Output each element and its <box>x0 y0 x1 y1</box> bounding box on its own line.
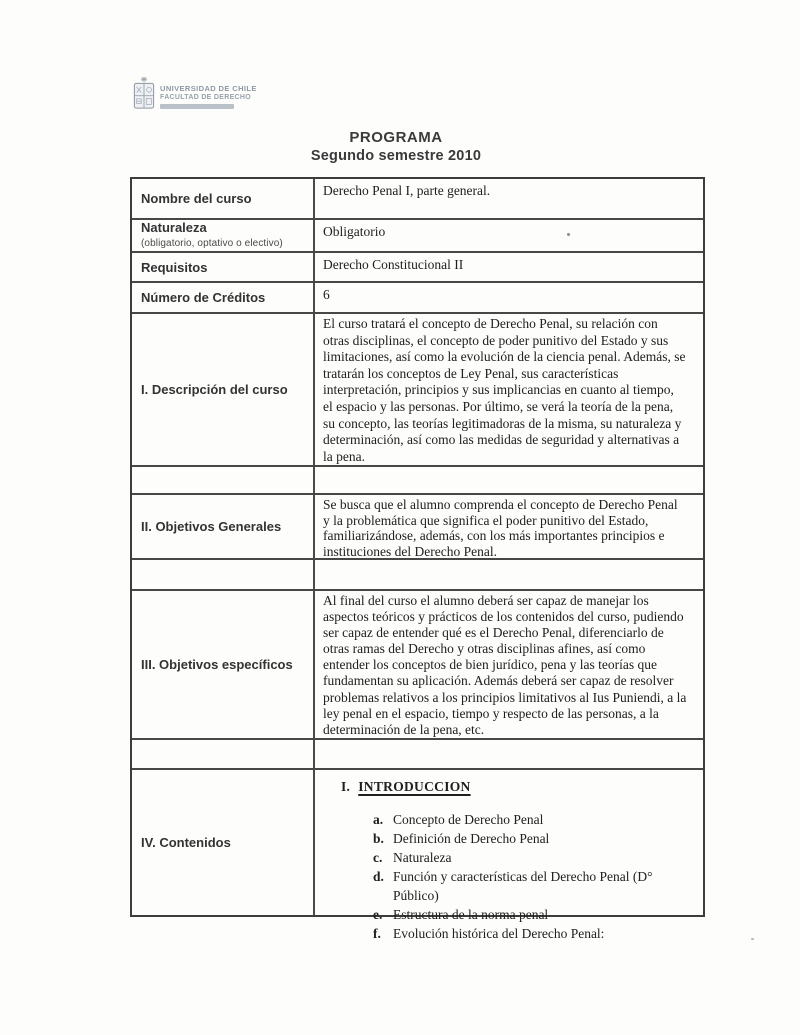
item-text: Concepto de Derecho Penal <box>393 812 544 827</box>
table-row-descripcion-del-curso <box>132 312 703 465</box>
item-marker: f. <box>373 926 381 941</box>
item-text: Evolución histórica del Derecho Penal: <box>393 926 605 941</box>
row-label <box>132 467 315 493</box>
section-heading <box>341 778 693 795</box>
table-row-objetivos-especificos <box>132 589 703 738</box>
title-block <box>0 128 792 166</box>
row-value: Derecho Constitucional II <box>323 257 464 272</box>
logo-university-name: UNIVERSIDAD DE CHILE <box>160 84 257 93</box>
row-label: I. Descripción del curso <box>132 314 315 465</box>
scan-speck <box>567 233 570 236</box>
table-row-objetivos-generales <box>132 493 703 558</box>
row-label: II. Objetivos Generales <box>132 495 315 558</box>
row-label: Requisitos <box>132 253 315 281</box>
table-row-empty-1 <box>132 465 703 493</box>
row-value <box>315 560 703 589</box>
section-number: I. <box>341 779 351 794</box>
item-text: Naturaleza <box>393 850 452 865</box>
item-text: Función y características del Derecho Penal (D° Público) <box>393 869 653 903</box>
row-label: Número de Créditos <box>132 283 315 312</box>
row-value: Al final del curso el alumno deberá ser capaz de manejar los aspectos teóricos y prácticos de los contenidos del curso, pudiendo ser capaz de entender qué es el Derecho Penal, diferenciarlo de otras ramas del Derecho y otras disciplinas afines, así como entender los conceptos de bien jurídico, pena y las teorías que fundamentan su aplicación. Además deberá ser capaz de resolver problemas relativos a los principios limitativos al Ius Puniendi, a la ley penal en el espacio, tiempo y respecto de las personas, a la determinación de la pena, etc. <box>323 593 687 737</box>
row-value: Derecho Penal I, parte general. <box>323 183 491 198</box>
row-value: Obligatorio <box>323 224 386 239</box>
document-subtitle: Segundo semestre 2010 <box>310 148 482 164</box>
table-row-numero-de-creditos <box>132 281 703 312</box>
table-row-contenidos <box>132 768 703 941</box>
row-value <box>315 467 703 493</box>
row-value: Se busca que el alumno comprenda el concepto de Derecho Penal y la problemática que significa el poder punitivo del Estado, familiarizándose, además, con los más importantes principios e instituciones del Derecho Penal. <box>323 497 678 559</box>
row-label <box>132 560 315 589</box>
list-item <box>373 829 693 848</box>
table-row-requisitos <box>132 251 703 281</box>
syllabus-table <box>130 177 705 941</box>
item-marker: e. <box>373 907 383 922</box>
item-marker: a. <box>373 812 384 827</box>
row-label: III. Objetivos específicos <box>132 591 315 738</box>
contenidos-content <box>315 770 703 941</box>
item-marker: b. <box>373 831 384 846</box>
item-text: Definición de Derecho Penal <box>393 831 550 846</box>
university-logo <box>133 75 257 113</box>
table-row-naturaleza <box>132 218 703 251</box>
list-item <box>373 924 693 943</box>
logo-department-strip <box>160 104 234 109</box>
section-title: INTRODUCCION <box>358 779 471 794</box>
item-marker: c. <box>373 850 383 865</box>
row-label: Nombre del curso <box>132 179 315 218</box>
table-row-empty-3 <box>132 738 703 768</box>
row-value: El curso tratará el concepto de Derecho Penal, su relación con otras disciplinas, el concepto de poder punitivo del Estado y sus limitaciones, así como la evolución de la ciencia penal. Además, se tratarán los conceptos de Ley Penal, sus características interpretación, principios y sus implicancias en cuanto al tiempo, el espacio y las personas. Por último, se verá la teoría de la pena, su concepto, las teorías legitimadoras de la misma, su naturaleza y determinación, así como las medidas de seguridad y alternativas a la pena. <box>323 316 686 464</box>
row-sublabel: (obligatorio, optativo o electivo) <box>141 238 283 249</box>
logo-faculty-name: FACULTAD DE DERECHO <box>160 94 251 101</box>
row-label <box>132 220 315 251</box>
row-value: 6 <box>323 287 330 302</box>
list-item <box>373 905 693 924</box>
scan-speck <box>751 938 754 940</box>
list-item <box>373 848 693 867</box>
table-row-nombre-del-curso <box>132 179 703 218</box>
row-label-text: Naturaleza <box>141 220 207 235</box>
list-item <box>373 867 693 905</box>
list-item <box>373 810 693 829</box>
document-title: PROGRAMA <box>349 129 443 146</box>
item-marker: d. <box>373 869 384 884</box>
university-crest-icon <box>133 76 155 113</box>
row-label: IV. Contenidos <box>132 770 315 915</box>
row-label <box>132 740 315 768</box>
logo-text <box>160 75 257 109</box>
content-list <box>373 810 693 943</box>
item-text: Estructura de la norma penal <box>393 907 549 922</box>
row-value <box>315 740 703 768</box>
table-row-empty-2 <box>132 558 703 589</box>
